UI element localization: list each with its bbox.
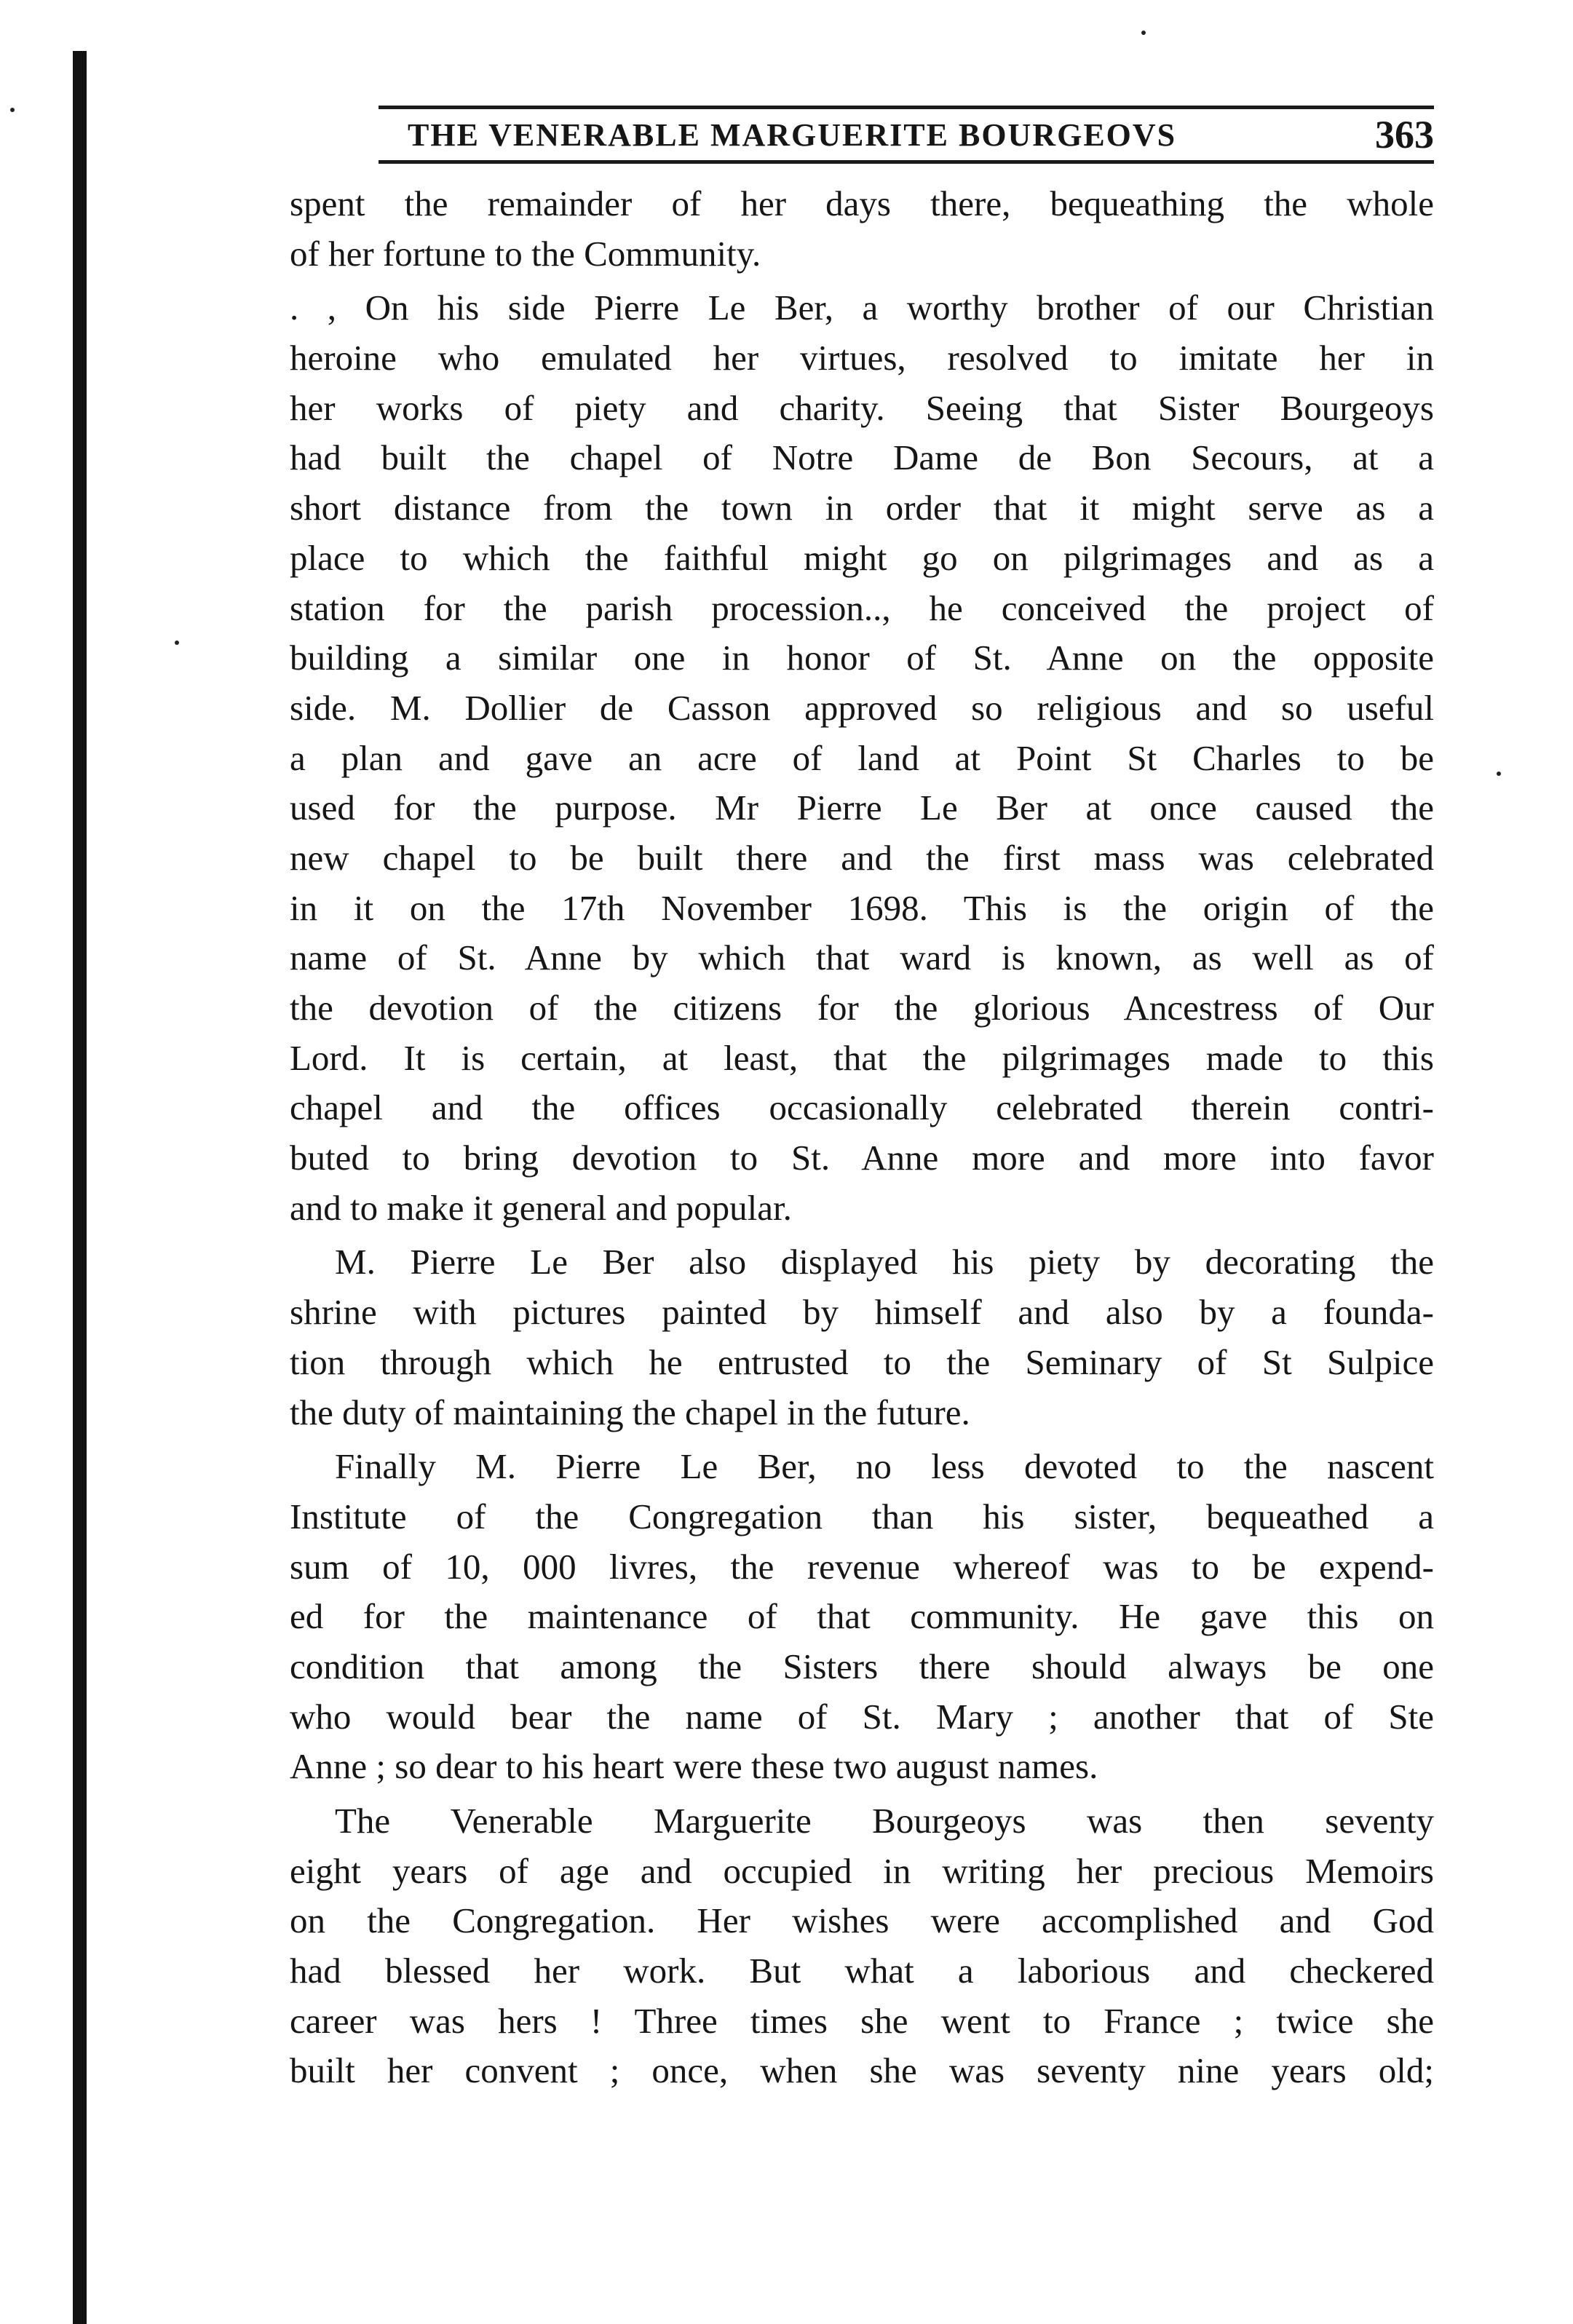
text-line: of her fortune to the Community.	[290, 233, 761, 274]
text-line: a plan and gave an acre of land at Point St Charles to be	[290, 737, 1434, 778]
text-line: Institute of the Congregation than his sister, bequeathed a	[290, 1496, 1434, 1536]
scan-speck	[175, 641, 179, 645]
paragraph	[290, 1796, 1434, 2096]
scan-speck	[10, 108, 15, 112]
text-line: new chapel to be built there and the first mass was celebrated	[290, 837, 1434, 878]
text-line: . , On his side Pierre Le Ber, a worthy brother of our Christian	[290, 287, 1434, 328]
scan-speck	[1497, 772, 1501, 776]
text-line: had built the chapel of Notre Dame de Bon Secours, at a	[290, 437, 1434, 478]
text-line: buted to bring devotion to St. Anne more and more into favor	[290, 1138, 1434, 1178]
paragraph	[290, 179, 1434, 279]
text-line: the devotion of the citizens for the glorious Ancestress of Our	[290, 988, 1434, 1028]
body-text	[290, 179, 1434, 2101]
text-line: building a similar one in honor of St. Anne on the opposite	[290, 638, 1434, 678]
text-line: her works of piety and charity. Seeing that Sister Bourgeoys	[290, 387, 1434, 428]
page-number: 363	[1375, 113, 1434, 156]
scan-speck	[1141, 31, 1146, 35]
text-line: tion through which he entrusted to the Seminary of St Sulpice	[290, 1341, 1434, 1382]
text-line: condition that among the Sisters there should always be one	[290, 1646, 1434, 1686]
text-line: built her convent ; once, when she was seventy nine years old;	[290, 2050, 1434, 2091]
text-line: eight years of age and occupied in writing her precious Memoirs	[290, 1850, 1434, 1891]
text-line: The Venerable Marguerite Bourgeoys was then seventy	[335, 1801, 1434, 1841]
text-line: side. M. Dollier de Casson approved so religious and so useful	[290, 687, 1434, 728]
text-line: M. Pierre Le Ber also displayed his piety by decorating the	[335, 1242, 1434, 1282]
running-head: THE VENERABLE MARGUERITE BOURGEOVS	[408, 117, 1177, 153]
text-line: Anne ; so dear to his heart were these two august names.	[290, 1746, 1098, 1787]
text-line: place to which the faithful might go on pilgrimages and as a	[290, 537, 1434, 578]
text-line: career was hers ! Three times she went to France ; twice she	[290, 2000, 1434, 2041]
text-line: sum of 10, 000 livres, the revenue whereof was to be expend-	[290, 1546, 1434, 1587]
text-line: heroine who emulated her virtues, resolved to imitate her in	[290, 338, 1434, 378]
paragraph	[290, 283, 1434, 1233]
text-line: Finally M. Pierre Le Ber, no less devoted to the nascent	[335, 1446, 1434, 1487]
text-line: and to make it general and popular.	[290, 1187, 792, 1228]
paragraph	[290, 1237, 1434, 1437]
text-line: ed for the maintenance of that community. He gave this on	[290, 1596, 1434, 1637]
text-line: short distance from the town in order that it might serve as a	[290, 488, 1434, 528]
text-line: spent the remainder of her days there, bequeathing the whole	[290, 183, 1434, 223]
text-line: in it on the 17th November 1698. This is the origin of the	[290, 887, 1434, 928]
paragraph	[290, 1442, 1434, 1792]
text-line: the duty of maintaining the chapel in the future.	[290, 1392, 970, 1432]
scan-border	[73, 51, 87, 2324]
text-line: used for the purpose. Mr Pierre Le Ber at once caused the	[290, 788, 1434, 828]
text-line: name of St. Anne by which that ward is known, as well as of	[290, 937, 1434, 978]
text-line: shrine with pictures painted by himself and also by a founda-	[290, 1292, 1434, 1333]
text-line: Lord. It is certain, at least, that the pilgrimages made to this	[290, 1037, 1434, 1078]
text-line: who would bear the name of St. Mary ; another that of Ste	[290, 1696, 1434, 1737]
text-line: station for the parish procession.., he conceived the project of	[290, 587, 1434, 628]
text-line: on the Congregation. Her wishes were accomplished and God	[290, 1900, 1434, 1941]
text-line: chapel and the offices occasionally celebrated therein contri-	[290, 1087, 1434, 1128]
text-line: had blessed her work. But what a laborious and checkered	[290, 1951, 1434, 1991]
page-header	[379, 106, 1434, 164]
